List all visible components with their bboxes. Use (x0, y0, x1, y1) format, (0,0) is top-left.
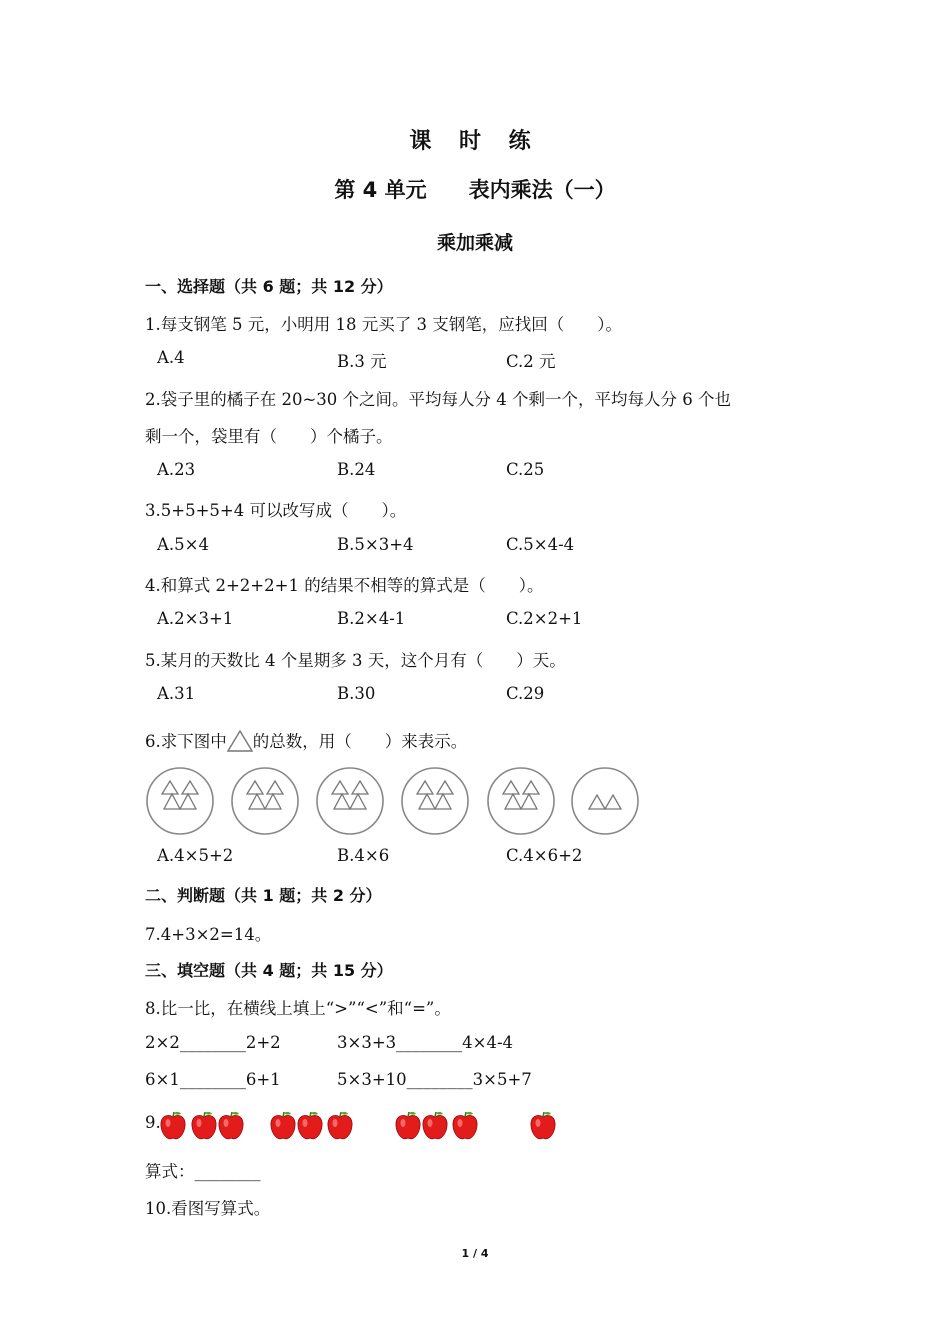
question-7: 7.4+3×2=14。 (145, 925, 272, 944)
question-10: 10.看图写算式。 (145, 1199, 271, 1218)
q3-option-c: C.5×4-4 (506, 535, 575, 554)
q4-option-b: B.2×4-1 (337, 609, 406, 628)
q1-option-c: C.2 元 (506, 352, 556, 371)
circle-group-2 (232, 768, 298, 834)
question-2-line1: 2.袋子里的橘子在 20~30 个之间。平均每人分 4 个剩一个，平均每人分 6 个也 (145, 390, 732, 409)
unit-title: 第 4 单元 表内乘法（一） (334, 178, 616, 202)
compare-2: 3×3+3________4×4-4 (337, 1033, 514, 1052)
q6-option-a: A.4×5+2 (157, 846, 234, 865)
q6-stem-post: 的总数，用（ ）来表示。 (252, 732, 468, 751)
question-3: 3.5+5+5+4 可以改写成（ ）。 (145, 501, 407, 520)
apple-icon (271, 1112, 295, 1139)
apple-icon (328, 1112, 352, 1139)
q1-option-a: A.4 (157, 348, 185, 367)
q2-option-a: A.23 (157, 460, 196, 479)
apple-icon (423, 1112, 447, 1139)
q5-option-a: A.31 (157, 684, 196, 703)
apple-icon (453, 1112, 477, 1139)
q3-option-a: A.5×4 (157, 535, 209, 554)
circle-group-4 (402, 768, 468, 834)
page-number: 1 / 4 (461, 1247, 489, 1260)
triangle-icon (227, 730, 253, 752)
q2-option-c: C.25 (506, 460, 545, 479)
q3-option-b: B.5×3+4 (337, 535, 414, 554)
circle-group-6 (572, 768, 638, 834)
q1-option-b: B.3 元 (337, 352, 387, 371)
circle-group-3 (317, 768, 383, 834)
q2-option-b: B.24 (337, 460, 376, 479)
apples-figure (160, 1109, 580, 1141)
apple-icon (298, 1112, 322, 1139)
q6-option-c: C.4×6+2 (506, 846, 583, 865)
question-5: 5.某月的天数比 4 个星期多 3 天，这个月有（ ）天。 (145, 651, 566, 670)
compare-1: 2×2________2+2 (145, 1033, 281, 1052)
compare-3: 6×1________6+1 (145, 1070, 281, 1089)
triangle-groups-figure (143, 765, 663, 839)
q6-stem-pre: 6.求下图中 (145, 732, 227, 751)
circle-group-5 (488, 768, 554, 834)
question-8: 8.比一比，在横线上填上“>”“<”和“=”。 (145, 999, 451, 1018)
q6-option-b: B.4×6 (337, 846, 390, 865)
question-9-formula: 算式：________ (145, 1162, 261, 1181)
question-4: 4.和算式 2+2+2+1 的结果不相等的算式是（ ）。 (145, 576, 544, 595)
circle-group-1 (147, 768, 213, 834)
compare-4: 5×3+10________3×5+7 (337, 1070, 532, 1089)
q5-option-c: C.29 (506, 684, 545, 703)
apple-icon (192, 1112, 216, 1139)
question-9-label: 9. (145, 1113, 161, 1132)
apple-icon (396, 1112, 420, 1139)
page-title: 课 时 练 (409, 129, 541, 154)
section1-heading: 一、选择题（共 6 题；共 12 分） (145, 277, 393, 296)
apple-icon (161, 1112, 185, 1139)
section2-heading: 二、判断题（共 1 题；共 2 分） (145, 886, 382, 905)
q5-option-b: B.30 (337, 684, 376, 703)
apple-icon (219, 1112, 243, 1139)
q4-option-a: A.2×3+1 (157, 609, 234, 628)
q4-option-c: C.2×2+1 (506, 609, 583, 628)
question-1: 1.每支钢笔 5 元，小明用 18 元买了 3 支钢笔，应找回（ ）。 (145, 315, 622, 334)
section3-heading: 三、填空题（共 4 题；共 15 分） (145, 961, 393, 980)
question-2-line2: 剩一个，袋里有（ ）个橘子。 (145, 427, 393, 446)
apple-icon (531, 1112, 555, 1139)
question-6 (145, 728, 467, 752)
lesson-title: 乘加乘减 (436, 232, 513, 254)
